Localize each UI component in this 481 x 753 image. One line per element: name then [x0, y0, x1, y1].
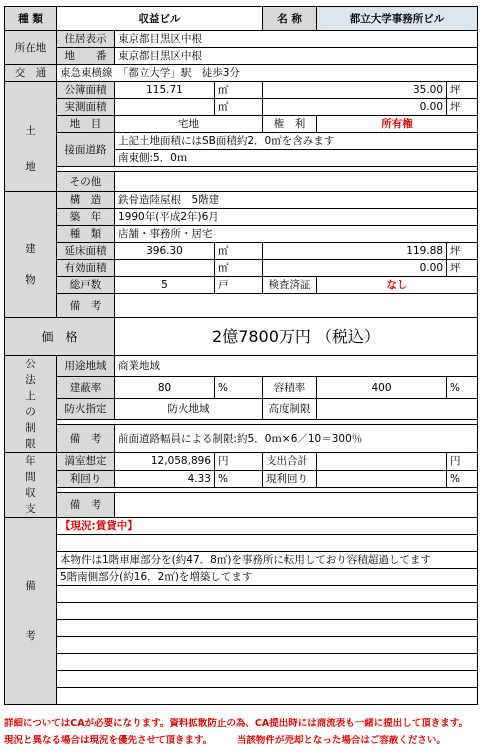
actual-area-tsubo: 0.00	[263, 99, 447, 116]
lot-value: 東京都目黒区中根	[115, 48, 478, 65]
footer-note-2a: 現況と異なる場合は現況を優先させて頂きます。	[4, 735, 213, 746]
effective-area-label: 有効面積	[57, 260, 115, 277]
other-label: その他	[57, 172, 115, 192]
lot-label: 地 番	[57, 48, 115, 65]
floor-area-label: 延床面積	[57, 243, 115, 260]
full-label: 満室想定	[57, 453, 115, 471]
effective-area-tsubo-unit: 坪	[447, 260, 478, 277]
fire-label: 防火指定	[57, 398, 115, 419]
inspection-value: なし	[317, 277, 478, 294]
transport-value: 東急東横線 「都立大学」駅 徒歩3分	[57, 65, 478, 82]
built-value: 1990年(平成2年)6月	[115, 209, 478, 226]
location-label: 所在地	[5, 31, 57, 65]
units-unit: 戸	[215, 277, 263, 294]
notes-blank-7	[57, 671, 478, 688]
transport-label: 交 通	[5, 65, 57, 82]
footer-note-2b: 当該物件が売却となった場合はご容赦ください。	[236, 735, 446, 746]
name-label: 名 称	[263, 7, 317, 31]
built-label: 築 年	[57, 209, 115, 226]
current-yield-value	[317, 470, 447, 488]
current-yield-unit: %	[447, 470, 478, 488]
yield-value: 4.33	[115, 470, 215, 488]
road-value: 南東側:5．0ｍ	[115, 150, 478, 167]
full-unit: 円	[215, 453, 263, 471]
notes-blank-2	[57, 586, 478, 603]
regulation-label	[5, 356, 57, 453]
notes-line-1: 本物件は1階車庫部分を(約47．8㎡)を事務所に転用しており容積超過してます	[57, 552, 478, 569]
land-label	[5, 82, 57, 192]
notes-blank-1	[57, 535, 478, 552]
zone-value: 商業地域	[115, 356, 478, 377]
building-remarks-label: 備 考	[57, 294, 115, 318]
bcr-value: 80	[115, 377, 215, 398]
effective-area-sqm-unit: ㎡	[215, 260, 263, 277]
floor-area-sqm-unit: ㎡	[215, 243, 263, 260]
regulation-remarks-value: 前面道路幅員による制限:約5．0ｍ×6／10＝300％	[115, 425, 478, 453]
full-value: 12,058,896	[115, 453, 215, 471]
income-remarks-label: 備 考	[57, 493, 115, 518]
address-label: 住居表示	[57, 31, 115, 48]
units-label: 総戸数	[57, 277, 115, 294]
bcr-unit: %	[215, 377, 263, 398]
notes-blank-3	[57, 603, 478, 620]
building-remarks-value	[115, 294, 478, 318]
effective-area-sqm	[115, 260, 215, 277]
effective-area-tsubo: 0.00	[263, 260, 447, 277]
height-value	[317, 398, 478, 419]
type-label: 種 類	[5, 7, 57, 31]
price-label: 価 格	[5, 318, 115, 356]
use-label: 種 類	[57, 226, 115, 243]
yield-label: 利回り	[57, 470, 115, 488]
building-label-2: 物	[25, 273, 36, 286]
building-label	[5, 192, 57, 318]
category-value: 宅地	[115, 116, 263, 133]
public-area-label: 公簿面積	[57, 82, 115, 99]
category-label: 地 目	[57, 116, 115, 133]
land-label-1: 土	[25, 124, 36, 137]
public-area-tsubo-unit: 坪	[447, 82, 478, 99]
zone-label: 用途地域	[57, 356, 115, 377]
inspection-label: 検査済証	[263, 277, 317, 294]
income-label	[5, 453, 57, 518]
footer-note-2	[4, 735, 477, 747]
units-value: 5	[115, 277, 215, 294]
type-value: 収益ビル	[57, 7, 263, 31]
notes-line-2: 5階南側部分(約16．2㎡)を増築してます	[57, 569, 478, 586]
footer-note-1: 詳細についてはCAが必要になります。資料拡散防止の為、CA提出時には商流表も一緒に提出して頂きます。	[4, 718, 468, 729]
notes-label	[5, 518, 57, 705]
use-value: 店舗・事務所・居宅	[115, 226, 478, 243]
expense-label: 支出合計	[263, 453, 317, 471]
bcr-label: 建蔽率	[57, 377, 115, 398]
road-note: 上記土地面積にはSB面積約2．0㎡を含みます	[115, 133, 478, 150]
notes-blank-4	[57, 620, 478, 637]
income-label-text: 年間収支	[25, 455, 36, 515]
current-yield-label: 現利回り	[263, 470, 317, 488]
public-area-sqm-unit: ㎡	[215, 82, 263, 99]
floor-area-sqm: 396.30	[115, 243, 215, 260]
regulation-remarks-label: 備 考	[57, 425, 115, 453]
far-unit: %	[447, 377, 478, 398]
far-value: 400	[317, 377, 447, 398]
road-label: 接面道路	[57, 133, 115, 167]
rights-label: 権 利	[263, 116, 317, 133]
name-value: 都立大学事務所ビル	[317, 7, 478, 31]
notes-blank-8	[57, 688, 478, 705]
income-remarks-value	[115, 493, 478, 518]
public-area-tsubo: 35.00	[263, 82, 447, 99]
notes-status: 【現況:賃貸中】	[57, 518, 478, 535]
address-value: 東京都目黒区中根	[115, 31, 478, 48]
other-value	[115, 172, 478, 192]
structure-label: 構 造	[57, 192, 115, 209]
far-label: 容積率	[263, 377, 317, 398]
fire-value: 防火地域	[115, 398, 263, 419]
notes-blank-5	[57, 637, 478, 654]
price-value: 2億7800万円 （税込）	[115, 318, 478, 356]
building-label-1: 建	[25, 242, 36, 255]
actual-area-sqm	[115, 99, 215, 116]
rights-value: 所有権	[317, 116, 478, 133]
floor-area-tsubo-unit: 坪	[447, 243, 478, 260]
expense-value	[317, 453, 447, 471]
property-table	[4, 6, 478, 705]
notes-label-text: 備考	[25, 580, 36, 642]
regulation-label-text: 公法上の制限	[25, 358, 36, 450]
structure-value: 鉄骨造陸屋根 5階建	[115, 192, 478, 209]
actual-area-label: 実測面積	[57, 99, 115, 116]
notes-blank-6	[57, 654, 478, 671]
floor-area-tsubo: 119.88	[263, 243, 447, 260]
actual-area-sqm-unit: ㎡	[215, 99, 263, 116]
yield-unit: %	[215, 470, 263, 488]
height-label: 高度制限	[263, 398, 317, 419]
actual-area-tsubo-unit: 坪	[447, 99, 478, 116]
public-area-sqm: 115.71	[115, 82, 215, 99]
expense-unit: 円	[447, 453, 478, 471]
land-label-2: 地	[25, 160, 36, 173]
